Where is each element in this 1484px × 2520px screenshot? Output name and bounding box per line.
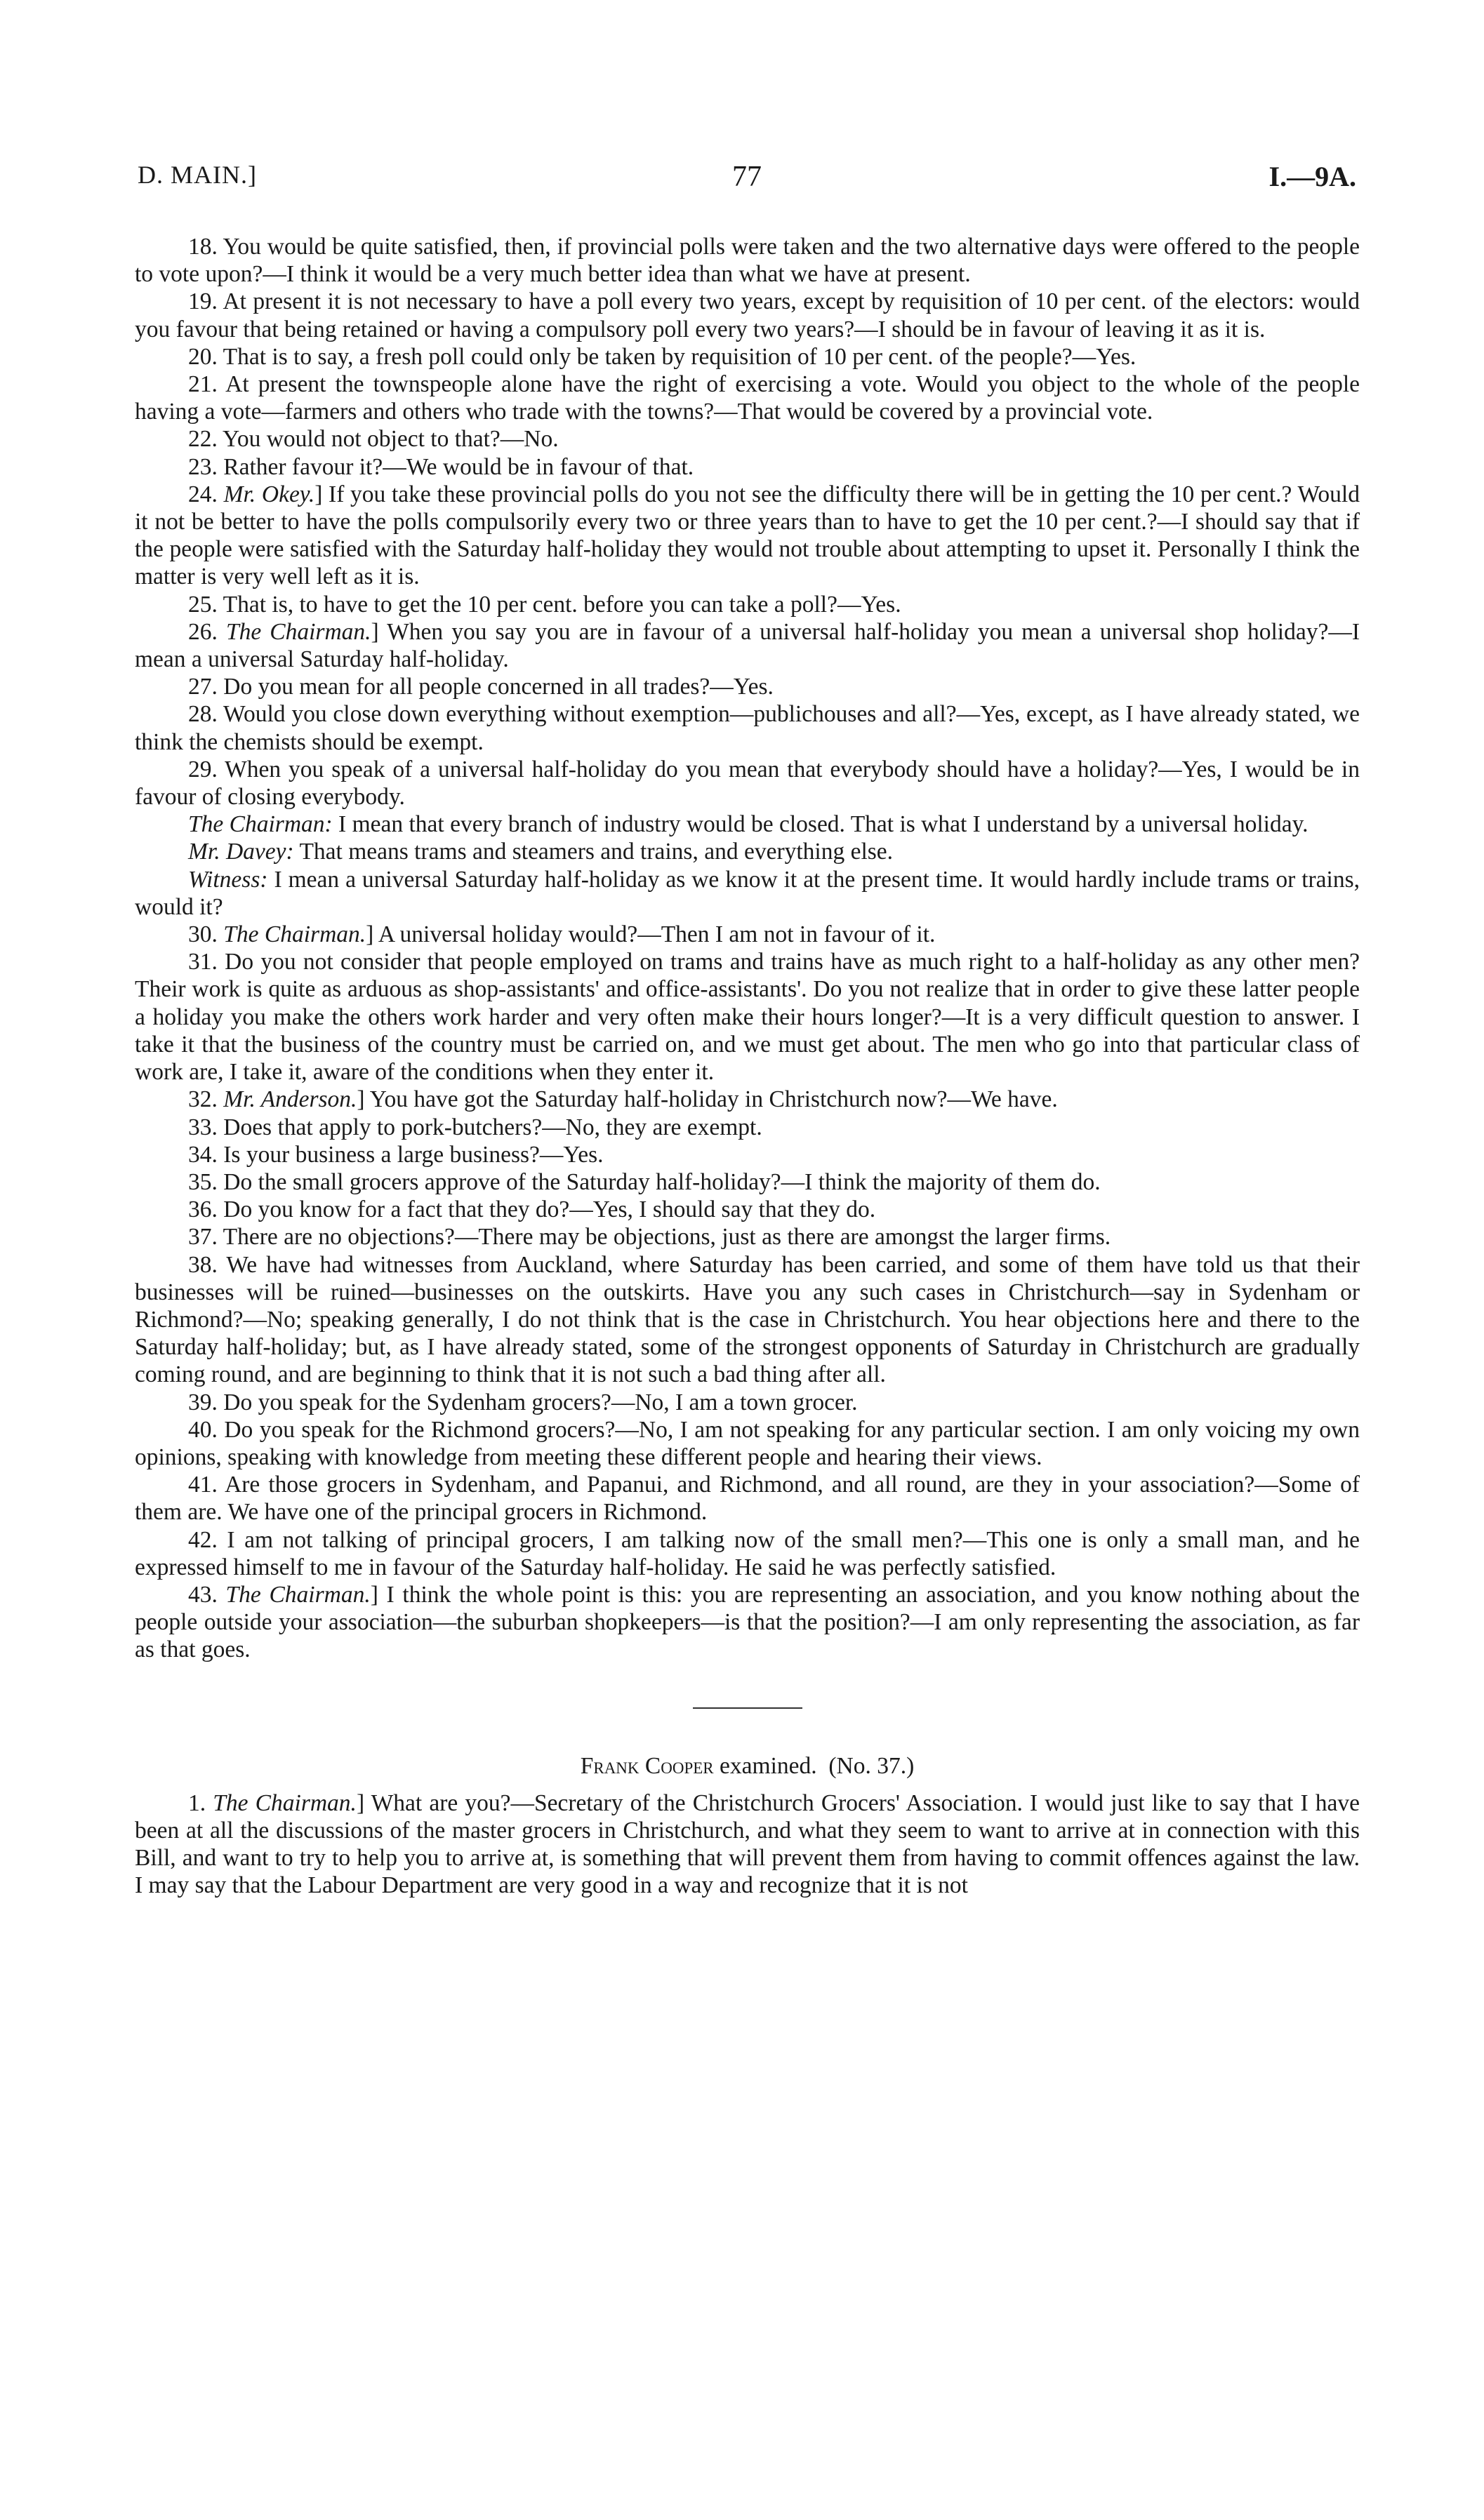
- paragraph-text: ] What are you?—Secretary of the Christchurch Grocers' Association. I would just like to say that I have been at all the discussions of the master grocers in Christchurch, and what they seem to want to arrive at in connection with this Bill, and want to try to help you to arrive at, is something that will prevent them from having to commit offences against the law. I may say that the Labour Department are very good in a way and recognize that it is not: [135, 1789, 1360, 1899]
- paragraph-text: I mean that every branch of industry would be closed. That is what I understand by a universal holiday.: [332, 811, 1309, 838]
- paragraph-text: ] If you take these provincial polls do you not see the difficulty there will be in getting the 10 per cent.? Would it not be better to have the polls compulsorily every two or three years than to have to get the 10 per cent.?—I should say that if the people were satisfied with the Saturday half-holiday they would not trouble about attempting to upset it. Personally I think the matter is very well left as it is.: [135, 481, 1360, 590]
- paragraph-text: 29. When you speak of a universal half-holiday do you mean that everybody should have a holiday?—Yes, I would be in favour of closing everybody.: [135, 756, 1360, 811]
- paragraph-text: 18. You would be quite satisfied, then, if provincial polls were taken and the two alternative days were offered to the people to vote upon?—I think it would be a very much better idea than what we have at present.: [135, 234, 1360, 288]
- paragraph-text: 28. Would you close down everything without exemption—publichouses and all?—Yes, except, as I have already stated, we think the chemists should be exempt.: [135, 701, 1360, 755]
- testimony-paragraph: [135, 700, 1360, 755]
- witness-heading-label: examined.: [713, 1752, 817, 1779]
- testimony-paragraph: [135, 673, 1360, 700]
- testimony-paragraph: [135, 1086, 1360, 1113]
- page-header: [138, 160, 1356, 202]
- testimony-paragraph: [135, 948, 1360, 1086]
- paragraph-text: 19. At present it is not necessary to have a poll every two years, except by requisition of 10 per cent. of the electors: would you favour that being retained or having a compulsory poll every two years?—I should be in favour of leaving it as it is.: [135, 288, 1360, 342]
- testimony-paragraph: [135, 288, 1360, 342]
- paragraph-text: 20. That is to say, a fresh poll could only be taken by requisition of 10 per cent. of the people?—Yes.: [188, 343, 1137, 370]
- paragraph-text: 22. You would not object to that?—No.: [188, 426, 559, 453]
- paragraph-text: That means trams and steamers and trains, and everything else.: [293, 839, 894, 865]
- speaker-name: The Chairman.: [225, 1581, 371, 1608]
- paragraph-text: 35. Do the small grocers approve of the Saturday half-holiday?—I think the majority of them do.: [188, 1168, 1101, 1195]
- witness-testimony: [135, 1789, 1360, 1900]
- testimony-paragraph: [135, 1471, 1360, 1526]
- paragraph-text: 39. Do you speak for the Sydenham grocers?—No, I am a town grocer.: [188, 1389, 858, 1415]
- testimony-paragraph: [135, 1114, 1360, 1141]
- paragraph-text: 41. Are those grocers in Sydenham, and Papanui, and Richmond, and all round, are they in your association?—Some of them are. We have one of the principal grocers in Richmond.: [135, 1472, 1360, 1526]
- testimony-paragraph: [135, 1389, 1360, 1416]
- speaker-name: Mr. Davey:: [188, 839, 294, 865]
- testimony-paragraph: [135, 1526, 1360, 1581]
- testimony-paragraph: [135, 866, 1360, 921]
- testimony-paragraph: [135, 481, 1360, 591]
- testimony-paragraph: [135, 1416, 1360, 1471]
- paragraph-text: 27. Do you mean for all people concerned in all trades?—Yes.: [188, 674, 774, 700]
- question-number: 43.: [188, 1581, 226, 1608]
- testimony-paragraph: [135, 425, 1360, 453]
- paragraph-text: 36. Do you know for a fact that they do?—Yes, I should say that they do.: [188, 1196, 876, 1223]
- speaker-name: The Chairman:: [188, 811, 333, 838]
- paragraph-text: ] I think the whole point is this: you are representing an association, and you know nothing about the people outside your association—the suburban shopkeepers—is that the position?—I am only representing the association, as far as that goes.: [135, 1581, 1360, 1663]
- testimony-paragraph: [135, 1789, 1360, 1900]
- testimony-paragraph: [135, 233, 1360, 288]
- speaker-name: The Chairman.: [213, 1789, 357, 1816]
- speaker-name: Mr. Anderson.: [223, 1086, 357, 1113]
- section-divider: [693, 1707, 802, 1709]
- testimony-paragraph: [135, 618, 1360, 673]
- paragraph-text: ] You have got the Saturday half-holiday in Christchurch now?—We have.: [357, 1086, 1058, 1113]
- testimony-paragraph: [135, 1581, 1360, 1664]
- question-number: 24.: [188, 481, 224, 507]
- speaker-name: The Chairman.: [225, 618, 371, 645]
- paragraph-text: I mean a universal Saturday half-holiday as we know it at the present time. It would hardly include trams or trains, would it?: [135, 866, 1360, 920]
- witness-name: Frank Cooper: [580, 1752, 714, 1779]
- question-number: 26.: [188, 618, 226, 645]
- paragraph-text: 40. Do you speak for the Richmond grocers?—No, I am not speaking for any particular section. I am only voicing my own opinions, speaking with knowledge from meeting these different people and hearing their views.: [135, 1416, 1360, 1470]
- testimony-paragraph: [135, 1141, 1360, 1168]
- question-number: 1.: [188, 1789, 213, 1816]
- question-number: 30.: [188, 921, 224, 948]
- paragraph-text: ] A universal holiday would?—Then I am not in favour of it.: [366, 921, 936, 948]
- testimony-paragraph: [135, 1251, 1360, 1389]
- testimony-paragraph: [135, 453, 1360, 481]
- speaker-name: Mr. Okey.: [223, 481, 315, 507]
- testimony-paragraph: [135, 921, 1360, 948]
- paragraph-text: 25. That is, to have to get the 10 per cent. before you can take a poll?—Yes.: [188, 591, 901, 618]
- testimony-paragraph: [135, 371, 1360, 425]
- testimony-paragraph: [135, 591, 1360, 618]
- paper-reference: I.—9A.: [1268, 161, 1356, 192]
- testimony-paragraph: [135, 1168, 1360, 1196]
- page-number: 77: [732, 161, 762, 193]
- testimony-paragraph: [135, 343, 1360, 371]
- testimony-paragraph: [135, 811, 1360, 838]
- paragraph-text: 42. I am not talking of principal grocers, I am talking now of the small men?—This one is only a small man, and he expressed himself to me in favour of the Saturday half-holiday. He said he was perfectly satisfied.: [135, 1526, 1360, 1580]
- testimony-paragraph: [135, 1196, 1360, 1223]
- paragraph-text: 31. Do you not consider that people employed on trams and trains have as much right to a half-holiday as any other men? Their work is quite as arduous as shop-assistants' and office-assistants'. Do you not realize that in order to give these latter people a holiday you make the others work harder and very often make their hours longer?—It is a very difficult question to answer. I take it that the business of the country must be carried on, and we must get about. The men who go into that particular class of work are, I take it, aware of the conditions when they enter it.: [135, 949, 1360, 1086]
- testimony-paragraph: [135, 1223, 1360, 1251]
- paragraph-text: 23. Rather favour it?—We would be in favour of that.: [188, 453, 694, 480]
- testimony-paragraph: [135, 838, 1360, 865]
- header-witness-ref: D. MAIN.]: [138, 161, 257, 189]
- body-text: [135, 233, 1360, 1900]
- paragraph-text: 34. Is your business a large business?—Yes.: [188, 1141, 604, 1168]
- testimony-paragraph: [135, 756, 1360, 811]
- paragraph-text: 33. Does that apply to pork-butchers?—No, they are exempt.: [188, 1114, 762, 1140]
- witness-number: (No. 37.): [828, 1752, 915, 1779]
- witness-heading: [135, 1752, 1360, 1780]
- question-answer-list: [135, 233, 1360, 1664]
- paragraph-text: 37. There are no objections?—There may be objections, just as there are amongst the larger firms.: [188, 1224, 1111, 1251]
- paragraph-text: 21. At present the townspeople alone have the right of exercising a vote. Would you object to the whole of the people having a vote—farmers and others who trade with the towns?—That would be covered by a provincial vote.: [135, 371, 1360, 425]
- paragraph-text: 38. We have had witnesses from Auckland, where Saturday has been carried, and some of them have told us that their businesses will be ruined—businesses on the outskirts. Have you any such cases in Christchurch—say in Sydenham or Richmond?—No; speaking generally, I do not think that is the case in Christchurch. You hear objections here and there to the Saturday half-holiday; but, as I have already stated, some of the strongest opponents of Saturday in Christchurch are gradually coming round, and are beginning to think that it is not such a bad thing after all.: [135, 1251, 1360, 1388]
- speaker-name: Witness:: [188, 866, 268, 893]
- speaker-name: The Chairman.: [223, 921, 366, 948]
- paragraph-text: ] When you say you are in favour of a universal half-holiday you mean a universal shop holiday?—I mean a universal Saturday half-holiday.: [135, 618, 1360, 673]
- question-number: 32.: [188, 1086, 224, 1113]
